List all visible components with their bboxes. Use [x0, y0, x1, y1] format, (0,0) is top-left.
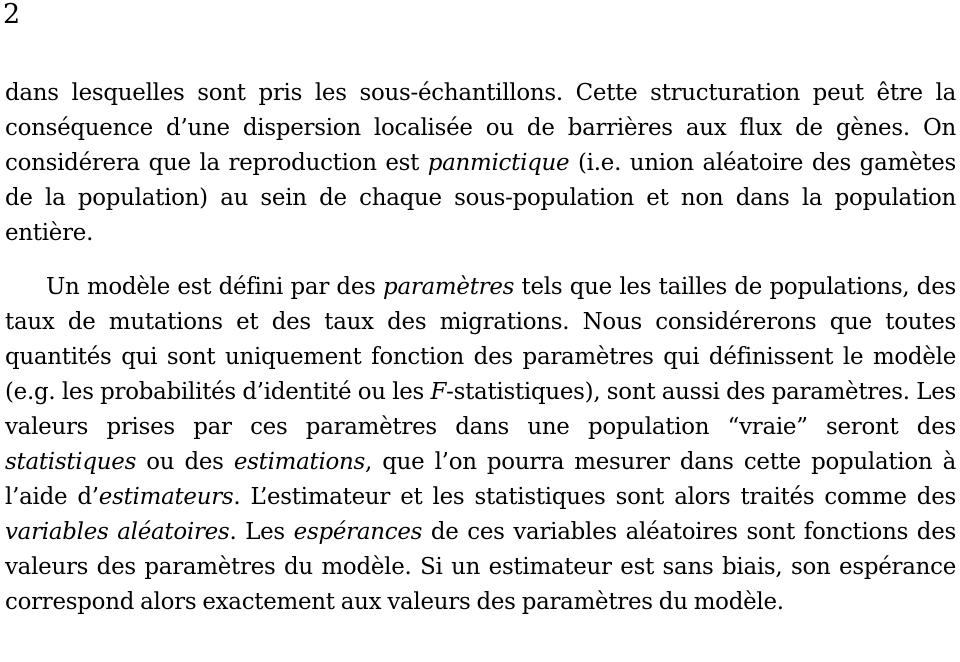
- text-run: -statistiques), sont aussi des paramètres. Les valeurs prises par ces paramètres dans une population “vraie” seront des: [5, 379, 956, 440]
- document-body: [5, 76, 956, 620]
- text-run: Un modèle est défini par des: [46, 274, 384, 300]
- text-run: . L’estimateur et les statistiques sont alors traités comme des: [233, 484, 956, 510]
- text-run: (i.e. union aléatoire des gamètes de la population) au sein de chaque sous-population et non dans la population entière.: [5, 150, 956, 246]
- paragraph-2: [5, 270, 956, 620]
- italic-term-parametres: paramètres: [383, 274, 515, 300]
- text-run: de ces variables aléatoires sont fonctions des valeurs des paramètres du modèle. Si un estimateur est sans biais, son espérance correspond alors exactement aux valeurs des paramètres du modèle.: [5, 519, 957, 615]
- text-run: , que l’on pourra mesurer dans cette population à l’aide d’: [5, 449, 956, 510]
- paragraph-1: [5, 76, 956, 251]
- italic-term-panmictique: panmictique: [427, 150, 570, 176]
- text-run: tels que les tailles de populations, des taux de mutations et des taux des migrations. Nous considérerons que toutes quantités qui sont uniquement fonction des paramètres qui définissent le modèle (e.g. les probabilités d’identité ou les: [5, 274, 956, 405]
- italic-term-variables-aleatoires: variables aléatoires: [5, 519, 230, 545]
- italic-term-estimations: estimations: [233, 449, 366, 475]
- text-run: . Les: [229, 519, 294, 545]
- math-symbol-f: F: [430, 379, 447, 405]
- text-run: ou des: [136, 449, 234, 475]
- page-number: 2: [3, 0, 21, 30]
- text-run: dans lesquelles sont pris les sous-échantillons. Cette structuration peut être la conséquence d’une dispersion localisée ou de barrières aux flux de gènes. On considérera que la reproduction est: [5, 80, 956, 176]
- italic-term-esperances: espérances: [293, 519, 423, 545]
- italic-term-statistiques: statistiques: [5, 449, 137, 475]
- italic-term-estimateurs: estimateurs: [98, 484, 234, 510]
